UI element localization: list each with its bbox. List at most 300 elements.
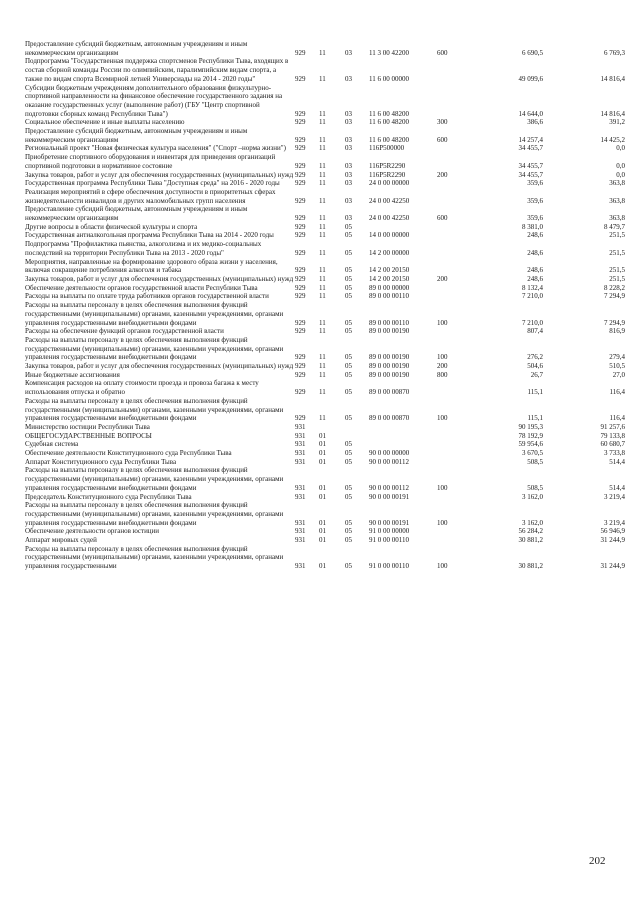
row-sum-second-year: 816,9	[609, 327, 625, 336]
table-row	[25, 284, 625, 293]
row-sum-first-year: 807,4	[527, 327, 543, 336]
row-sum-second-year: 31 244,9	[600, 536, 625, 545]
row-expense-type: 200	[437, 274, 448, 283]
row-section-code: 11	[319, 414, 326, 423]
row-sum-second-year: 251,5	[609, 274, 625, 283]
row-target-article: 11 6 00 48200	[369, 109, 409, 118]
row-sum-second-year: 279,4	[609, 353, 625, 362]
row-ministry-code: 929	[295, 231, 306, 240]
row-name: Другие вопросы в области физической культуры и спорта	[25, 222, 198, 231]
row-subsection-code: 03	[345, 196, 352, 205]
row-sum-second-year: 0,0	[616, 170, 625, 179]
row-subsection-code: 05	[345, 292, 352, 301]
row-name: Закупка товаров, работ и услуг для обеспечения государственных (муниципальных) нужд	[25, 274, 294, 283]
row-expense-type	[437, 179, 469, 188]
row-name: Реализация мероприятий в сфере обеспечения доступности в приоритетных сферах жизнедеятельности инвалидов и других маломобильных групп населения	[25, 187, 276, 205]
row-sum-first-year: 8 132,4	[522, 283, 543, 292]
row-sum-first-year: 78 192,9	[518, 431, 543, 440]
row-name: Расходы на выплаты персоналу в целях обеспечения выполнения функций государственными (муниципальными) органами, казенными учреждениями, органами управления государственными	[25, 544, 284, 571]
row-sum-first-year: 59 954,6	[518, 440, 543, 449]
row-sum-first-year: 359,6	[527, 179, 543, 188]
row-name: Приобретение спортивного оборудования и инвентаря для приведения организаций спортивной подготовки в нормативное состояние	[25, 153, 276, 170]
row-sum-second-year: 116,4	[609, 414, 625, 423]
table-row	[25, 118, 625, 127]
row-subsection-code: 03	[345, 161, 352, 170]
table-row	[25, 466, 625, 492]
table-row	[25, 301, 625, 327]
row-expense-type	[437, 223, 469, 232]
row-name: Председатель Конституционного суда Республики Тыва	[25, 492, 192, 501]
row-target-article	[369, 432, 437, 441]
row-name: Мероприятия, направленные на формирование здорового образа жизни у населения, включая сокращение потребления алкоголя и табака	[25, 257, 278, 275]
table-row	[25, 397, 625, 423]
row-subsection-code: 03	[345, 48, 352, 57]
row-target-article: 90 0 00 00000	[369, 449, 410, 458]
row-expense-type	[437, 536, 469, 545]
row-section-code: 11	[319, 248, 326, 257]
row-section-code: 11	[319, 231, 326, 240]
row-section-code: 01	[319, 431, 326, 440]
row-name: Закупка товаров, работ и услуг для обеспечения государственных (муниципальных) нужд	[25, 170, 294, 179]
row-section-code: 01	[319, 483, 326, 492]
row-target-article: 24 0 00 42250	[369, 214, 410, 223]
row-name: Расходы на выплаты персоналу в целях обеспечения выполнения функций государственными (муниципальными) органами, казенными учреждениями, органами управления государственными внебюджетными фондами	[25, 501, 284, 527]
row-expense-type: 100	[437, 562, 448, 571]
row-subsection-code	[345, 423, 369, 432]
row-ministry-code: 929	[295, 292, 306, 301]
row-sum-first-year: 14 644,0	[518, 109, 543, 118]
row-section-code: 01	[319, 457, 326, 466]
row-section-code: 11	[319, 170, 326, 179]
table-row	[25, 223, 625, 232]
table-row	[25, 449, 625, 458]
row-sum-first-year: 34 455,7	[518, 170, 543, 179]
row-section-code: 11	[319, 196, 326, 205]
row-target-article: 14 2 00 20150	[369, 274, 410, 283]
row-subsection-code: 05	[345, 353, 352, 362]
row-ministry-code: 929	[295, 362, 306, 371]
table-row	[25, 493, 625, 502]
row-expense-type: 800	[437, 370, 448, 379]
table-row	[25, 205, 625, 222]
row-section-code: 01	[319, 562, 326, 571]
row-ministry-code: 929	[295, 370, 306, 379]
row-sum-first-year: 34 455,7	[518, 144, 543, 153]
row-name: Закупка товаров, работ и услуг для обеспечения государственных (муниципальных) нужд	[25, 362, 294, 371]
row-subsection-code: 05	[345, 483, 352, 492]
row-sum-first-year: 49 099,6	[518, 74, 543, 83]
row-name: Подпрограмма "Государственная поддержка спортсменов Республики Тыва, входящих в состав сборной команды России по олимпийским, паралимпийским видам спорта, а также по видам спорта Всемирной летней Универсиады на 2014 - 2020 годы"	[25, 57, 289, 83]
row-section-code: 11	[319, 388, 326, 397]
row-subsection-code: 05	[345, 440, 352, 449]
table-row	[25, 545, 625, 571]
row-ministry-code: 929	[295, 179, 306, 188]
row-name: Государственная программа Республики Тыва "Доступная среда" на 2016 - 2020 годы	[25, 179, 280, 188]
row-expense-type	[437, 188, 469, 205]
table-row	[25, 179, 625, 188]
row-name: Министерство юстиции Республики Тыва	[25, 422, 150, 431]
row-sum-second-year: 27,0	[612, 370, 625, 379]
row-sum-second-year: 14 816,4	[600, 74, 625, 83]
row-sum-first-year: 504,6	[527, 362, 543, 371]
row-sum-second-year: 7 294,9	[604, 292, 625, 301]
row-ministry-code: 929	[295, 74, 306, 83]
row-subsection-code: 03	[345, 179, 352, 188]
row-sum-first-year: 359,6	[527, 214, 543, 223]
table-row	[25, 327, 625, 336]
row-sum-second-year: 31 244,9	[600, 562, 625, 571]
row-ministry-code: 929	[295, 327, 306, 336]
row-subsection-code: 05	[345, 274, 352, 283]
table-row	[25, 258, 625, 275]
row-subsection-code: 03	[345, 135, 352, 144]
table-row	[25, 432, 625, 441]
row-target-article: 89 0 00 00190	[369, 370, 410, 379]
row-sum-second-year: 6 769,3	[604, 48, 625, 57]
row-subsection-code: 05	[345, 231, 352, 240]
row-ministry-code: 929	[295, 283, 306, 292]
row-target-article: 89 0 00 00870	[369, 414, 410, 423]
table-row	[25, 362, 625, 371]
row-subsection-code: 05	[345, 449, 352, 458]
row-sum-first-year: 508,5	[527, 483, 543, 492]
row-sum-second-year: 79 133,8	[600, 431, 625, 440]
table-row	[25, 292, 625, 301]
row-subsection-code: 05	[345, 327, 352, 336]
row-ministry-code: 931	[295, 483, 306, 492]
row-target-article: 89 0 00 00000	[369, 283, 410, 292]
row-sum-second-year: 3 219,4	[604, 518, 625, 527]
row-ministry-code: 929	[295, 274, 306, 283]
row-sum-first-year: 248,6	[527, 231, 543, 240]
row-section-code: 01	[319, 449, 326, 458]
row-expense-type	[437, 432, 469, 441]
row-name: Подпрограмма "Профилактика пьянства, алкоголизма и их медико-социальных последствий на территории Республики Тыва на 2013 - 2020 годы"	[25, 240, 262, 257]
row-expense-type: 600	[437, 214, 448, 223]
row-expense-type: 100	[437, 353, 448, 362]
row-subsection-code: 05	[345, 527, 352, 536]
table-row	[25, 440, 625, 449]
row-name: Расходы на выплаты по оплате труда работников органов государственной власти	[25, 292, 269, 301]
page-number: 202	[589, 855, 606, 867]
row-sum-second-year: 514,4	[609, 457, 625, 466]
table-row	[25, 144, 625, 153]
row-target-article: 14 2 00 00000	[369, 248, 410, 257]
row-ministry-code: 929	[295, 161, 306, 170]
table-row	[25, 153, 625, 170]
row-sum-second-year: 3 219,4	[604, 492, 625, 501]
row-sum-first-year: 359,6	[527, 196, 543, 205]
row-subsection-code: 05	[345, 562, 352, 571]
row-section-code: 11	[319, 118, 326, 127]
row-ministry-code: 931	[295, 449, 306, 458]
row-expense-type	[437, 527, 469, 536]
row-target-article	[369, 423, 437, 432]
row-name: Предоставление субсидий бюджетным, автономным учреждениям и иным некоммерческим организациям	[25, 40, 248, 57]
row-expense-type	[437, 240, 469, 257]
row-target-article: 90 0 00 00112	[369, 483, 409, 492]
row-expense-type	[437, 423, 469, 432]
row-sum-first-year: 7 210,0	[522, 292, 543, 301]
table-row	[25, 527, 625, 536]
row-ministry-code: 931	[295, 440, 306, 449]
row-target-article: 89 0 00 00870	[369, 388, 410, 397]
row-target-article: 11 6 00 48200	[369, 135, 409, 144]
row-name: Расходы на обеспечение функций органов государственной власти	[25, 327, 224, 336]
row-sum-second-year: 0,0	[616, 161, 625, 170]
table-row	[25, 275, 625, 284]
row-sum-second-year: 363,8	[609, 214, 625, 223]
row-ministry-code: 931	[295, 536, 306, 545]
row-expense-type	[437, 449, 469, 458]
row-target-article: 91 0 00 00000	[369, 527, 410, 536]
row-expense-type	[437, 440, 469, 449]
table-row	[25, 423, 625, 432]
row-target-article	[369, 440, 437, 449]
row-ministry-code: 929	[295, 353, 306, 362]
row-sum-second-year: 60 680,7	[600, 440, 625, 449]
row-sum-first-year: 34 455,7	[518, 161, 543, 170]
row-sum-first-year: 6 690,5	[522, 48, 543, 57]
row-sum-first-year: 26,7	[530, 370, 543, 379]
row-ministry-code: 929	[295, 135, 306, 144]
table-row	[25, 501, 625, 527]
row-sum-first-year: 90 195,3	[518, 422, 543, 431]
row-expense-type	[437, 284, 469, 293]
row-sum-second-year: 91 257,6	[600, 422, 625, 431]
row-section-code: 11	[319, 109, 326, 118]
row-name: Иные бюджетные ассигнования	[25, 370, 120, 379]
row-expense-type: 600	[437, 135, 448, 144]
row-sum-second-year: 514,4	[609, 483, 625, 492]
row-name: Расходы на выплаты персоналу в целях обеспечения выполнения функций государственными (муниципальными) органами, казенными учреждениями, органами управления государственными внебюджетными фондами	[25, 396, 284, 423]
row-subsection-code: 05	[345, 492, 352, 501]
row-sum-first-year: 3 162,0	[522, 518, 543, 527]
row-target-article: 11 6 00 00000	[369, 74, 409, 83]
row-target-article: 90 0 00 00191	[369, 518, 410, 527]
row-name: Обеспечение деятельности Конституционного суда Республики Тыва	[25, 449, 232, 458]
row-section-code: 11	[319, 353, 326, 362]
row-sum-first-year: 115,1	[527, 414, 543, 423]
row-sum-first-year: 3 162,0	[522, 492, 543, 501]
row-sum-first-year: 248,6	[527, 266, 543, 275]
row-section-code: 11	[319, 222, 326, 231]
row-section-code: 11	[319, 74, 326, 83]
row-target-article: 24 0 00 00000	[369, 179, 410, 188]
table-row	[25, 371, 625, 380]
row-subsection-code: 05	[345, 414, 352, 423]
row-name: Субсидии бюджетным учреждениям дополнительного образования физкультурно-спортивной направленности на финансовое обеспечение государственного задания на оказание государственных услуг (выполнение работ) (ГБУ "Центр спортивной подготовки сборных команд Республики Тыва")	[25, 83, 283, 118]
row-ministry-code: 931	[295, 422, 306, 431]
row-sum-second-year: 251,5	[609, 248, 625, 257]
row-sum-second-year: 251,5	[609, 231, 625, 240]
row-ministry-code: 931	[295, 431, 306, 440]
row-expense-type	[437, 379, 469, 396]
row-subsection-code: 03	[345, 214, 352, 223]
row-section-code: 11	[319, 370, 326, 379]
row-section-code: 11	[319, 144, 326, 153]
row-target-article: 11 6 00 48200	[369, 118, 409, 127]
row-expense-type: 100	[437, 318, 448, 327]
row-section-code: 11	[319, 362, 326, 371]
row-expense-type	[437, 231, 469, 240]
table-row	[25, 57, 625, 83]
row-name: Обеспечение деятельности органов юстиции	[25, 527, 160, 536]
row-target-article: 91 0 00 00110	[369, 562, 409, 571]
row-target-article: 90 0 00 00112	[369, 457, 409, 466]
row-section-code: 11	[319, 179, 326, 188]
row-expense-type	[437, 153, 469, 170]
row-name: Государственная антиалкогольная программа Республики Тыва на 2014 - 2020 годы	[25, 231, 274, 240]
row-section-code: 11	[319, 161, 326, 170]
row-expense-type	[437, 258, 469, 275]
row-sum-first-year: 248,6	[527, 248, 543, 257]
row-expense-type	[437, 327, 469, 336]
row-expense-type	[437, 292, 469, 301]
row-target-article: 116P5R2290	[369, 161, 406, 170]
row-expense-type	[437, 458, 469, 467]
row-sum-first-year: 30 881,2	[518, 536, 543, 545]
row-section-code: 11	[319, 48, 326, 57]
row-target-article: 116P500000	[369, 144, 405, 153]
row-ministry-code: 929	[295, 388, 306, 397]
row-subsection-code: 05	[345, 266, 352, 275]
row-ministry-code: 929	[295, 109, 306, 118]
row-ministry-code: 929	[295, 118, 306, 127]
table-row	[25, 336, 625, 362]
row-target-article: 89 0 00 00190	[369, 353, 410, 362]
table-row	[25, 40, 625, 57]
row-ministry-code: 931	[295, 457, 306, 466]
row-target-article: 90 0 00 00191	[369, 492, 410, 501]
row-subsection-code: 05	[345, 388, 352, 397]
row-subsection-code: 03	[345, 74, 352, 83]
row-name: Аппарат мировых судей	[25, 536, 97, 545]
row-ministry-code: 929	[295, 318, 306, 327]
row-ministry-code: 929	[295, 196, 306, 205]
table-row	[25, 379, 625, 396]
row-expense-type	[437, 493, 469, 502]
row-sum-second-year: 251,5	[609, 266, 625, 275]
row-name: Расходы на выплаты персоналу в целях обеспечения выполнения функций государственными (муниципальными) органами, казенными учреждениями, органами управления государственными внебюджетными фондами	[25, 301, 284, 327]
row-sum-first-year: 3 670,5	[522, 449, 543, 458]
row-subsection-code: 05	[345, 222, 352, 231]
row-subsection-code: 05	[345, 248, 352, 257]
table-row	[25, 84, 625, 119]
table-row	[25, 127, 625, 144]
row-name: Компенсация расходов на оплату стоимости проезда и провоза багажа к месту использования отпуска и обратно	[25, 379, 259, 397]
row-expense-type: 100	[437, 483, 448, 492]
row-subsection-code: 05	[345, 457, 352, 466]
row-ministry-code: 929	[295, 414, 306, 423]
row-sum-second-year: 56 946,9	[600, 527, 625, 536]
row-expense-type	[437, 144, 469, 153]
row-sum-second-year: 14 425,2	[600, 135, 625, 144]
row-sum-second-year: 3 733,8	[604, 449, 625, 458]
row-section-code: 01	[319, 440, 326, 449]
row-sum-first-year: 248,6	[527, 274, 543, 283]
row-sum-first-year: 8 381,0	[522, 222, 543, 231]
row-sum-second-year: 363,8	[609, 179, 625, 188]
row-section-code: 01	[319, 518, 326, 527]
row-section-code	[319, 423, 345, 432]
row-ministry-code: 931	[295, 527, 306, 536]
row-sum-second-year: 116,4	[609, 388, 625, 397]
row-ministry-code: 929	[295, 48, 306, 57]
table-row	[25, 458, 625, 467]
row-sum-second-year: 0,0	[616, 144, 625, 153]
row-target-article: 116P5R2290	[369, 170, 406, 179]
row-name: Расходы на выплаты персоналу в целях обеспечения выполнения функций государственными (муниципальными) органами, казенными учреждениями, органами управления государственными внебюджетными фондами	[25, 335, 284, 362]
row-ministry-code: 929	[295, 214, 306, 223]
row-name: Предоставление субсидий бюджетным, автономным учреждениям и иным некоммерческим организациям	[25, 127, 248, 144]
table-row	[25, 171, 625, 180]
row-section-code: 11	[319, 266, 326, 275]
row-name: Расходы на выплаты персоналу в целях обеспечения выполнения функций государственными (муниципальными) органами, казенными учреждениями, органами управления государственными внебюджетными фондами	[25, 466, 284, 492]
row-ministry-code: 929	[295, 248, 306, 257]
row-sum-first-year: 7 210,0	[522, 318, 543, 327]
row-sum-second-year: 14 816,4	[600, 109, 625, 118]
row-sum-first-year: 276,2	[527, 353, 543, 362]
row-target-article: 14 2 00 20150	[369, 266, 410, 275]
row-section-code: 11	[319, 135, 326, 144]
row-ministry-code: 931	[295, 518, 306, 527]
row-name: Обеспечение деятельности органов государственной власти Республики Тыва	[25, 283, 258, 292]
row-ministry-code: 931	[295, 492, 306, 501]
row-name: Предоставление субсидий бюджетным, автономным учреждениям и иным некоммерческим организациям	[25, 205, 248, 223]
row-section-code: 11	[319, 214, 326, 223]
row-name: Аппарат Конституционного суда Республики Тыва	[25, 457, 177, 466]
row-expense-type	[437, 84, 469, 119]
row-ministry-code: 929	[295, 144, 306, 153]
table-row	[25, 231, 625, 240]
row-subsection-code: 05	[345, 536, 352, 545]
row-name: ОБЩЕГОСУДАРСТВЕННЫЕ ВОПРОСЫ	[25, 431, 152, 440]
row-expense-type: 600	[437, 48, 448, 57]
row-target-article	[369, 223, 437, 232]
row-sum-first-year: 386,6	[527, 118, 543, 127]
row-section-code: 01	[319, 492, 326, 501]
row-section-code: 11	[319, 292, 326, 301]
row-subsection-code: 05	[345, 518, 352, 527]
row-subsection-code: 05	[345, 362, 352, 371]
row-ministry-code: 929	[295, 170, 306, 179]
table-row	[25, 188, 625, 205]
row-sum-first-year: 56 284,2	[518, 527, 543, 536]
row-subsection-code: 05	[345, 318, 352, 327]
table-row	[25, 240, 625, 257]
row-subsection-code: 03	[345, 170, 352, 179]
row-subsection-code: 03	[345, 109, 352, 118]
budget-table-body	[25, 40, 625, 571]
row-expense-type: 200	[437, 170, 448, 179]
row-target-article: 89 0 00 00110	[369, 318, 409, 327]
row-sum-second-year: 8 228,2	[604, 283, 625, 292]
row-sum-first-year: 14 257,4	[518, 135, 543, 144]
row-expense-type: 300	[437, 118, 448, 127]
row-subsection-code: 05	[345, 370, 352, 379]
budget-table	[25, 40, 625, 571]
row-section-code: 11	[319, 327, 326, 336]
row-sum-first-year: 115,1	[527, 388, 543, 397]
row-target-article: 91 0 00 00110	[369, 536, 409, 545]
row-subsection-code	[345, 432, 369, 441]
row-target-article: 24 0 00 42250	[369, 196, 410, 205]
row-subsection-code: 03	[345, 118, 352, 127]
row-section-code: 11	[319, 318, 326, 327]
row-section-code: 11	[319, 283, 326, 292]
row-section-code: 11	[319, 274, 326, 283]
